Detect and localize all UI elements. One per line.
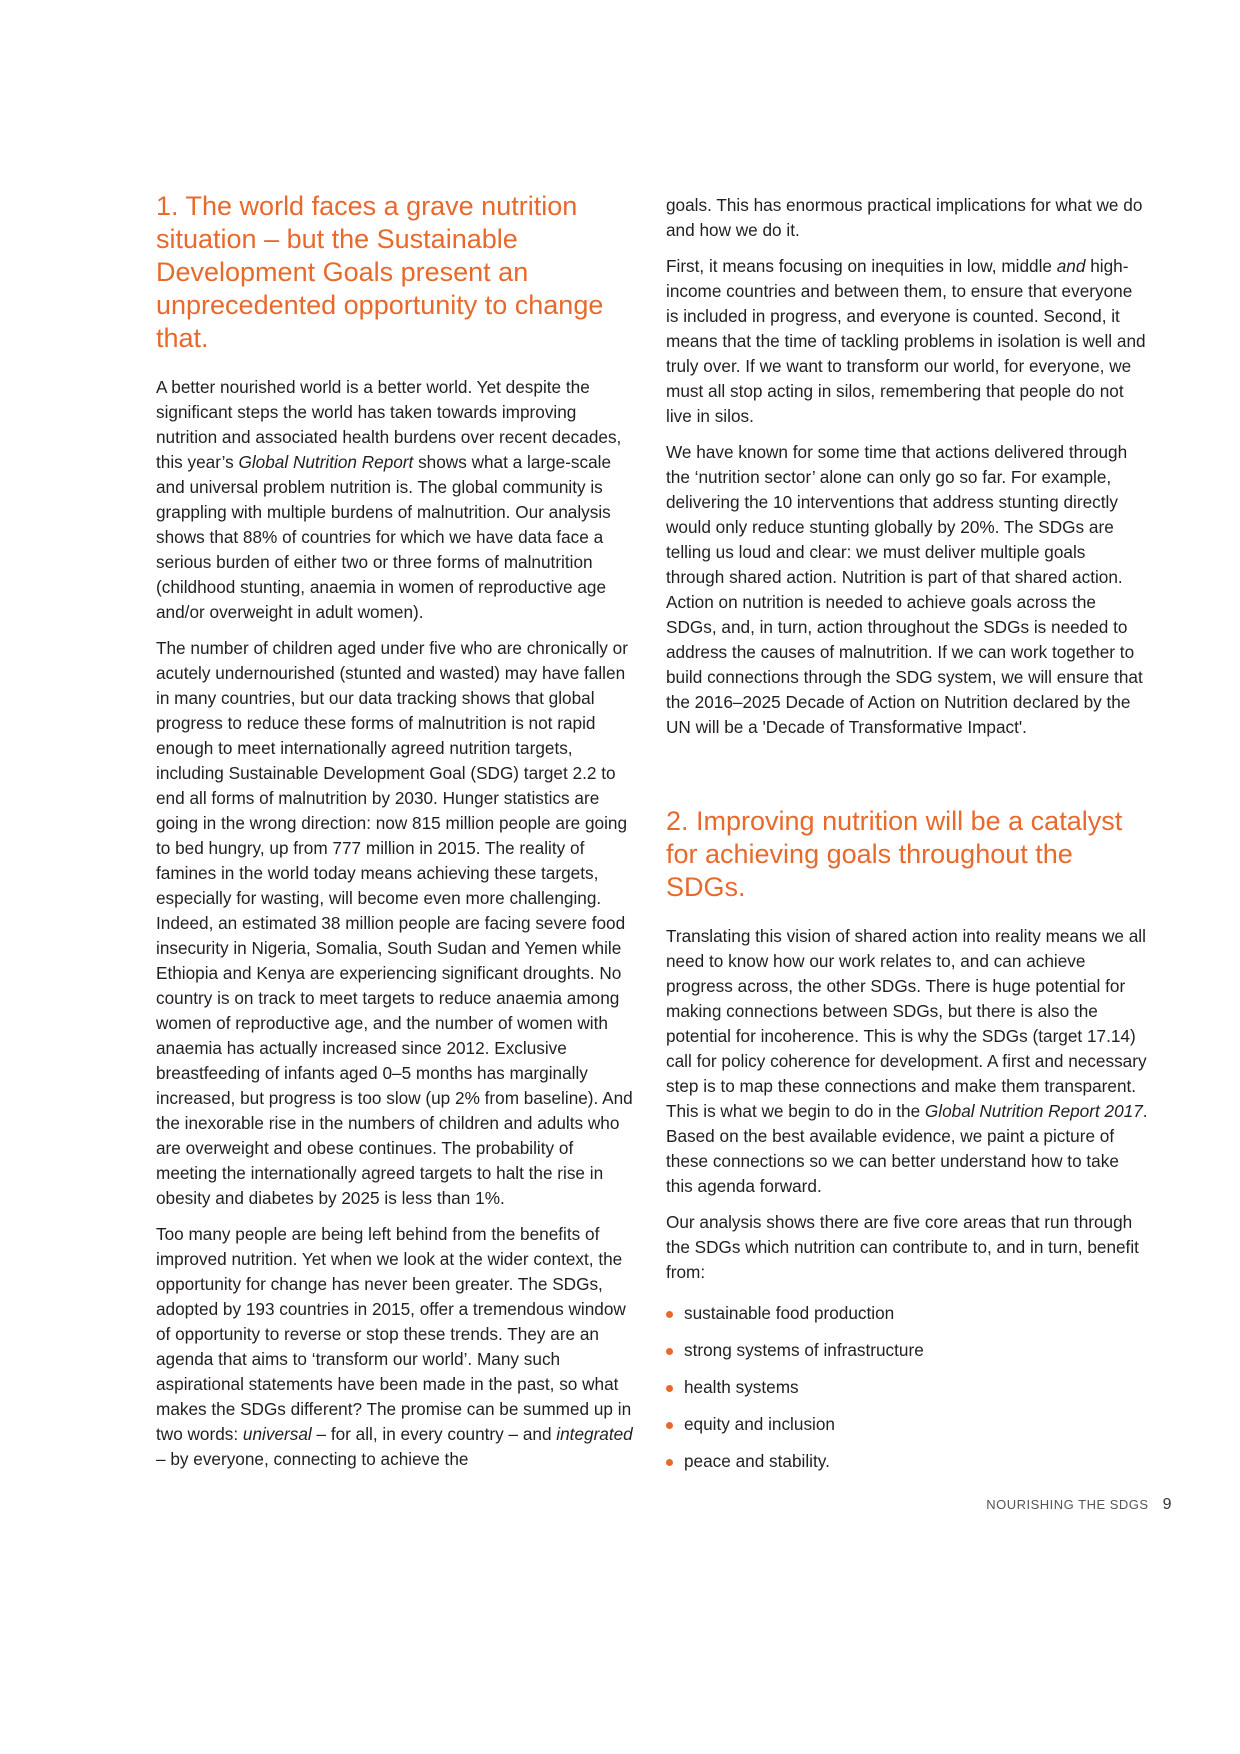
section-1-heading: 1. The world faces a grave nutrition situation – but the Sustainable Development Goals present an unprecedented opportunity to change that. <box>156 191 604 353</box>
running-title: NOURISHING THE SDGS <box>986 1497 1149 1512</box>
report-title-italic: Global Nutrition Report <box>238 452 414 472</box>
list-item: strong systems of infrastructure <box>666 1338 1148 1363</box>
integrated-italic: integrated <box>556 1424 633 1444</box>
bullet-dot-icon <box>666 1385 673 1392</box>
section-2-paragraph-1: Translating this vision of shared action into reality means we all need to know how our work relates to, and can achieve progress across, the other SDGs. There is huge potential for making connections between SDGs, but there is also the potential for incoherence. This is why the SDGs (target 17.14) call for policy coherence for development. A first and necessary step is to map these connections and make them transparent. This is what we begin to do in the Global Nutrition Report 2017. Based on the best available evidence, we paint a picture of these connections so we can better understand how to take this agenda forward. <box>666 926 1148 1196</box>
section-2-heading: 2. Improving nutrition will be a catalyst for achieving goals throughout the SDGs. <box>666 806 1123 902</box>
and-italic: and <box>1056 256 1086 276</box>
right-column <box>666 193 1148 1486</box>
list-item: health systems <box>666 1375 1148 1400</box>
bullet-dot-icon <box>666 1348 673 1355</box>
list-item: equity and inclusion <box>666 1412 1148 1437</box>
section-1-paragraph-6: We have known for some time that actions delivered through the ‘nutrition sector’ alone can only go so far. For example, delivering the 10 interventions that address stunting directly would only reduce stunting globally by 20%. The SDGs are telling us loud and clear: we must deliver multiple goals through shared action. Nutrition is part of that shared action. Action on nutrition is needed to achieve goals across the SDGs, and, in turn, action throughout the SDGs is needed to address the causes of malnutrition. If we can work together to build connections through the SDG system, we will ensure that the 2016–2025 Decade of Action on Nutrition declared by the UN will be a 'Decade of Transformative Impact'. <box>666 442 1143 737</box>
universal-italic: universal <box>242 1424 312 1444</box>
left-column <box>156 190 638 1483</box>
section-2-paragraph-2: Our analysis shows there are five core areas that run through the SDGs which nutrition can contribute to, and in turn, benefit from: <box>666 1212 1139 1282</box>
section-1-paragraph-3: Too many people are being left behind from the benefits of improved nutrition. Yet when we look at the wider context, the opportunity for change has never been greater. The SDGs, adopted by 193 countries in 2015, offer a tremendous window of opportunity to reverse or stop these trends. They are an agenda that aims to ‘transform our world’. Many such aspirational statements have been made in the past, so what makes the SDGs different? The promise can be summed up in two words: universal – for all, in every country – and integrated – by everyone, connecting to achieve the <box>156 1224 633 1469</box>
list-item: peace and stability. <box>666 1449 1148 1474</box>
section-1-paragraph-4: goals. This has enormous practical implications for what we do and how we do it. <box>666 195 1143 240</box>
section-1-paragraph-1: A better nourished world is a better world. Yet despite the significant steps the world has taken towards improving nutrition and associated health burdens over recent decades, this year’s Global Nutrition Report shows what a large-scale and universal problem nutrition is. The global community is grappling with multiple burdens of malnutrition. Our analysis shows that 88% of countries for which we have data face a serious burden of either two or three forms of malnutrition (childhood stunting, anaemia in women of reproductive age and/or overweight in adult women). <box>156 377 622 622</box>
bullet-dot-icon <box>666 1459 673 1466</box>
section-1-paragraph-2: The number of children aged under five who are chronically or acutely undernourished (stunted and wasted) may have fallen in many countries, but our data tracking shows that global progress to reduce these forms of malnutrition is not rapid enough to meet internationally agreed nutrition targets, including Sustainable Development Goal (SDG) target 2.2 to end all forms of malnutrition by 2030. Hunger statistics are going in the wrong direction: now 815 million people are going to bed hungry, up from 777 million in 2015. The reality of famines in the world today means achieving these targets, especially for wasting, will become even more challenging. Indeed, an estimated 38 million people are facing severe food insecurity in Nigeria, Somalia, South Sudan and Yemen while Ethiopia and Kenya are experiencing significant droughts. No country is on track to meet targets to reduce anaemia among women of reproductive age, and the number of women with anaemia has actually increased since 2012. Exclusive breastfeeding of infants aged 0–5 months has marginally increased, but progress is too slow (up 2% from baseline). And the inexorable rise in the numbers of children and adults who are overweight and obese continues. The probability of meeting the internationally agreed targets to halt the rise in obesity and diabetes by 2025 is less than 1%. <box>156 638 633 1208</box>
section-1-paragraph-5: First, it means focusing on inequities in low, middle and high-income countries and between them, to ensure that everyone is included in progress, and everyone is counted. Second, it means that the time of tackling problems in isolation is well and truly over. If we want to transform our world, for everyone, we must all stop acting in silos, remembering that people do not live in silos. <box>666 256 1146 426</box>
page-number: 9 <box>1162 1496 1172 1513</box>
report-2017-italic: Global Nutrition Report 2017 <box>924 1101 1143 1121</box>
bullet-dot-icon <box>666 1422 673 1429</box>
bullet-dot-icon <box>666 1311 673 1318</box>
core-areas-list <box>666 1301 1148 1474</box>
page-footer <box>986 1496 1172 1514</box>
list-item: sustainable food production <box>666 1301 1148 1326</box>
